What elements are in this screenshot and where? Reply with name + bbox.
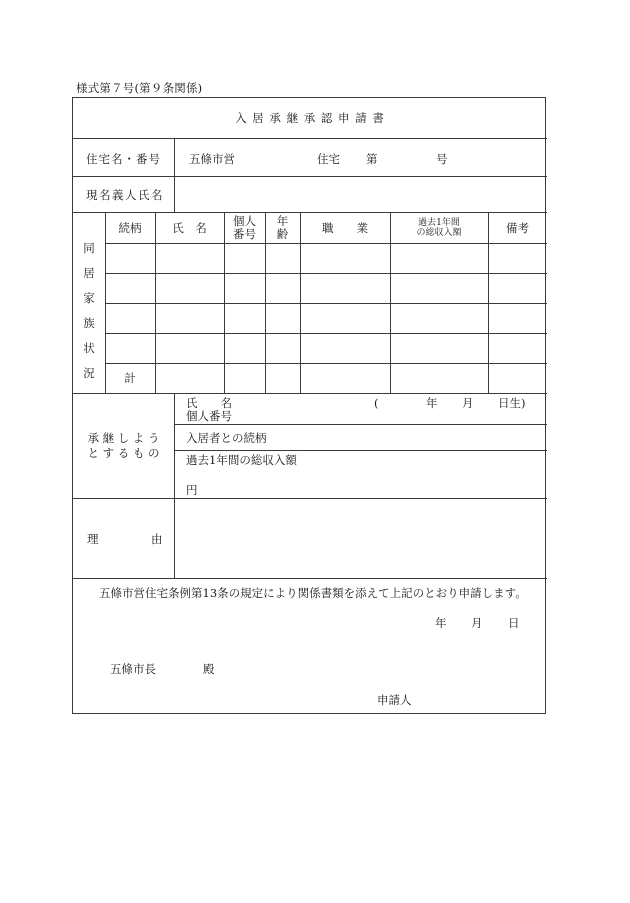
header-id <box>224 215 265 241</box>
side-char: 状 <box>83 341 95 355</box>
date-year: 年 <box>435 616 447 630</box>
table-row <box>105 243 547 244</box>
header-id-line: 番号 <box>233 227 256 241</box>
divider <box>73 578 547 579</box>
header-relation: 続柄 <box>118 221 142 235</box>
header-age-line: 齢 <box>276 227 289 241</box>
header-remarks: 備考 <box>506 221 529 235</box>
date-day: 日 <box>508 616 520 630</box>
table-row <box>105 333 547 334</box>
family-side-label <box>79 236 99 386</box>
form-number: 様式第７号(第９条関係) <box>76 81 203 95</box>
reason-label-left: 理 <box>87 532 99 546</box>
header-age <box>265 215 300 241</box>
date-month: 月 <box>471 616 483 630</box>
honorific: 殿 <box>203 662 215 676</box>
birth-year: 年 <box>426 396 438 410</box>
housing-city: 五條市営 <box>189 152 235 166</box>
housing-house: 住宅 <box>317 152 340 166</box>
successor-label <box>73 431 174 461</box>
divider <box>174 138 175 176</box>
header-age-line: 年 <box>276 214 289 228</box>
birth-open: ( <box>374 396 379 410</box>
side-char: 族 <box>83 316 95 330</box>
declaration-text: 五條市営住宅条例第13条の規定により関係書類を添えて上記のとおり申請します。 <box>99 586 527 600</box>
divider <box>174 498 175 578</box>
side-char: 居 <box>83 266 95 280</box>
successor-name-label: 氏 名 <box>186 396 232 410</box>
header-job: 職 業 <box>322 221 368 235</box>
form-title: 入 居 承 継 承 認 申 請 書 <box>235 111 385 125</box>
header-income-line: 過去1年間 <box>418 218 460 228</box>
housing-dai: 第 <box>366 152 378 166</box>
header-id-line: 個人 <box>233 214 256 228</box>
divider <box>73 498 547 499</box>
table-row <box>105 363 547 364</box>
table-row <box>105 303 547 304</box>
successor-yen: 円 <box>186 483 198 497</box>
header-name: 氏 名 <box>172 221 207 235</box>
header-income <box>390 218 488 238</box>
divider <box>174 450 547 451</box>
side-char: 況 <box>83 366 95 380</box>
addressee: 五條市長 <box>110 662 156 676</box>
divider <box>73 212 547 213</box>
table-row <box>105 273 547 274</box>
divider <box>174 424 547 425</box>
housing-label: 住宅名・番号 <box>86 152 161 166</box>
header-income-line: の総収入額 <box>416 228 462 238</box>
successor-id-label: 個人番号 <box>186 409 232 423</box>
total-label: 計 <box>124 371 136 385</box>
successor-label-line: 承 継 し よ う <box>87 431 160 445</box>
side-char: 同 <box>83 241 95 255</box>
application-form <box>72 97 546 714</box>
birth-day: 日生) <box>498 396 526 410</box>
reason-label-right: 由 <box>151 532 163 546</box>
applicant-label: 申請人 <box>377 693 412 707</box>
successor-relation-label: 入居者との続柄 <box>186 431 267 445</box>
divider <box>174 393 175 498</box>
housing-go: 号 <box>436 152 448 166</box>
divider <box>73 176 547 177</box>
divider <box>73 393 547 394</box>
divider <box>174 176 175 212</box>
divider <box>73 138 547 139</box>
successor-label-line: と す る も の <box>87 446 160 460</box>
birth-month: 月 <box>462 396 474 410</box>
current-holder-label: 現名義人氏名 <box>86 188 164 202</box>
side-char: 家 <box>83 291 95 305</box>
successor-income-label: 過去1年間の総収入額 <box>186 453 297 467</box>
